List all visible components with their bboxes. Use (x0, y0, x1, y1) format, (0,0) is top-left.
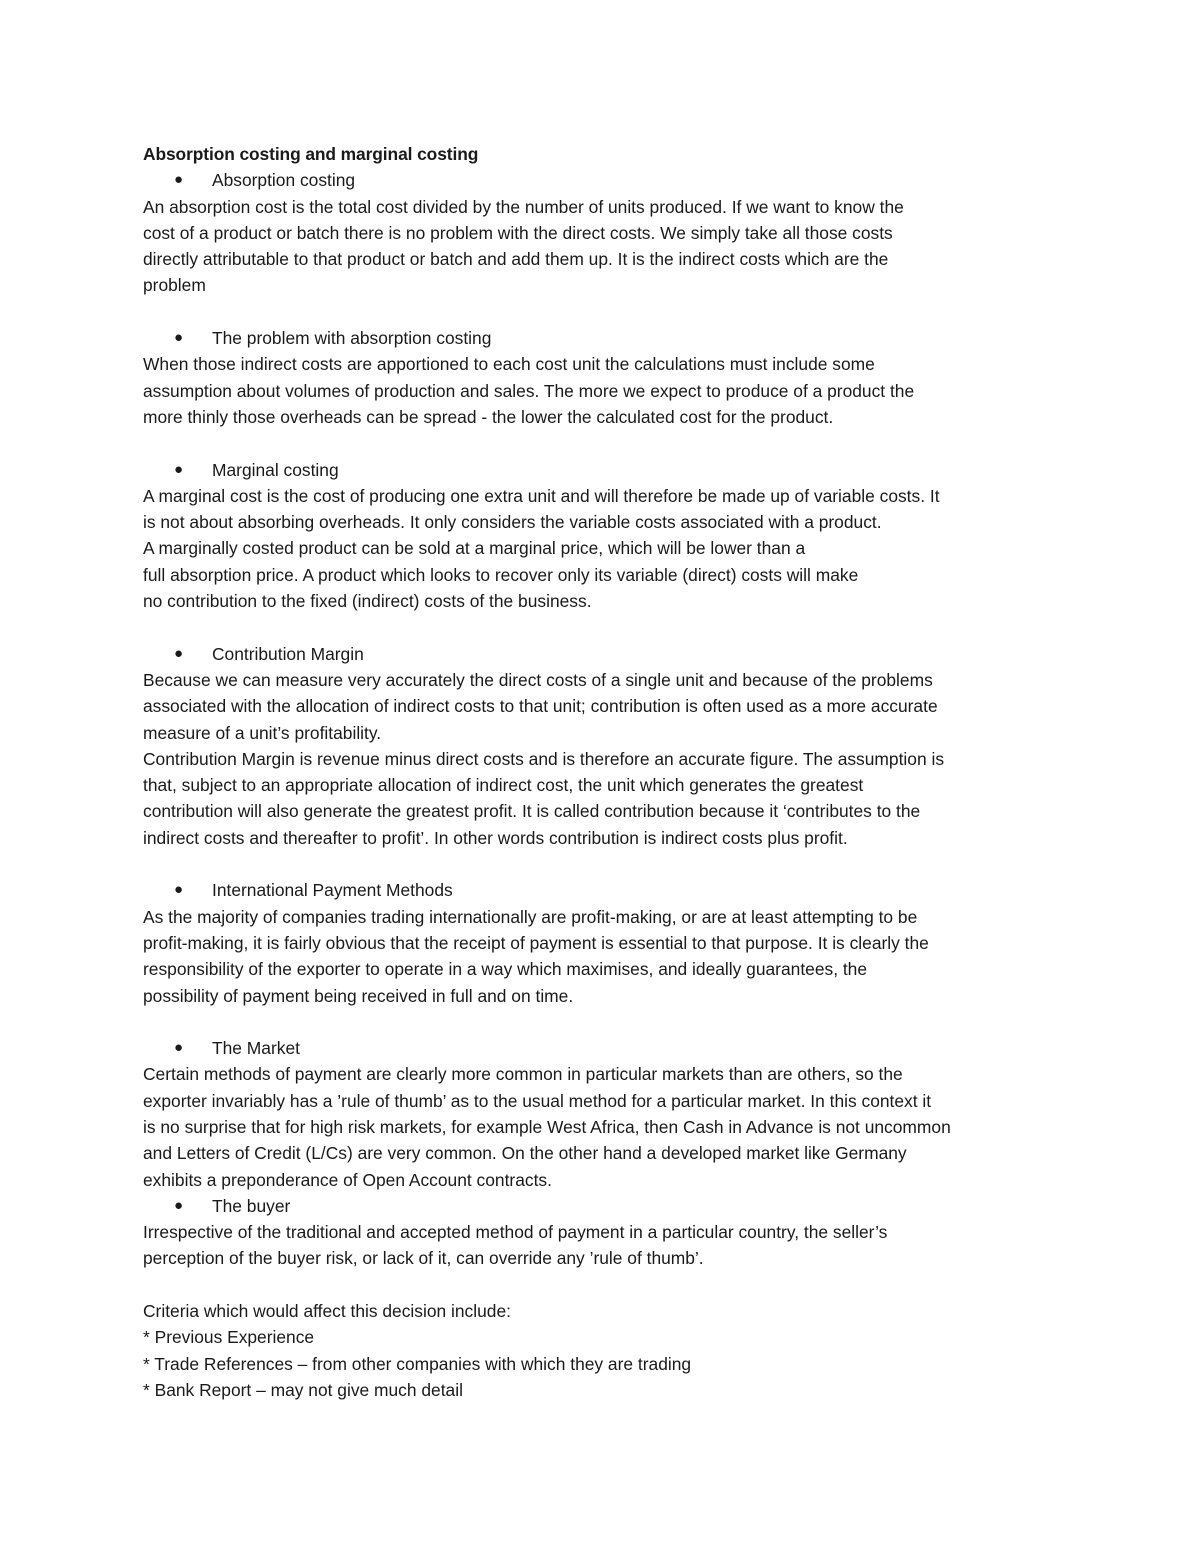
text-line: that, subject to an appropriate allocation of indirect cost, the unit which generates the greatest (143, 775, 864, 796)
text-line: Certain methods of payment are clearly more common in particular markets than are others, so the (143, 1064, 903, 1085)
bullet-icon: ● (174, 460, 184, 478)
text-line: As the majority of companies trading internationally are profit-making, or are at least attempting to be (143, 906, 918, 927)
bullet-icon: ● (174, 1039, 184, 1057)
bullet-icon: ● (174, 329, 184, 347)
text-line: A marginal cost is the cost of producing one extra unit and will therefore be made up of variable costs. It (143, 485, 940, 506)
text-line: possibility of payment being received in full and on time. (143, 985, 574, 1006)
text-line: full absorption price. A product which looks to recover only its variable (direct) costs will make (143, 564, 859, 585)
section-body-contribution-margin (143, 667, 1073, 851)
text-line: assumption about volumes of production and sales. The more we expect to produce of a product the (143, 380, 915, 401)
text-line: exporter invariably has a ’rule of thumb’ as to the usual method for a particular market. In this context it (143, 1090, 932, 1111)
section-body-problem-absorption (143, 351, 1073, 430)
text-line: exhibits a preponderance of Open Account contracts. (143, 1169, 552, 1190)
text-line: is no surprise that for high risk markets, for example West Africa, then Cash in Advance is not uncommon (143, 1116, 951, 1137)
section-heading-international-payment: ● International Payment Methods (143, 877, 1073, 903)
list-item: * Previous Experience (143, 1327, 315, 1348)
text-line: A marginally costed product can be sold at a marginal price, which will be lower than a (143, 538, 806, 559)
text-line: and Letters of Credit (L/Cs) are very common. On the other hand a developed market like Germany (143, 1143, 907, 1164)
text-line: contribution will also generate the greatest profit. It is called contribution because it ‘contributes to the (143, 801, 921, 822)
text-line: cost of a product or batch there is no problem with the direct costs. We simply take all those costs (143, 222, 893, 243)
bullet-icon: ● (174, 1196, 184, 1214)
text-line: profit-making, it is fairly obvious that the receipt of payment is essential to that purpose. It is clearly the (143, 932, 929, 953)
section-heading-absorption-costing: ● Absorption costing (143, 167, 1073, 193)
text-line: problem (143, 275, 206, 296)
text-line: more thinly those overheads can be spread - the lower the calculated cost for the product. (143, 406, 834, 427)
text-line: Contribution Margin is revenue minus direct costs and is therefore an accurate figure. The assumption is (143, 748, 945, 769)
section-body-absorption-costing (143, 194, 1073, 299)
section-body-the-market (143, 1061, 1073, 1192)
document-page (143, 141, 1073, 1403)
text-line: responsibility of the exporter to operate in a way which maximises, and ideally guarantees, the (143, 959, 868, 980)
section-body-international-payment (143, 904, 1073, 1009)
section-heading-the-market: ● The Market (143, 1035, 1073, 1061)
bullet-icon: ● (174, 644, 184, 662)
list-item: * Bank Report – may not give much detail (143, 1379, 463, 1400)
section-heading-problem-absorption: ● The problem with absorption costing (143, 325, 1073, 351)
criteria-intro: Criteria which would affect this decision include: (143, 1301, 511, 1322)
text-line: directly attributable to that product or batch and add them up. It is the indirect costs which are the (143, 249, 889, 270)
document-title: Absorption costing and marginal costing (143, 144, 479, 164)
section-heading-the-buyer: ● The buyer (143, 1193, 1073, 1219)
bullet-icon: ● (174, 881, 184, 899)
bullet-icon: ● (174, 171, 184, 189)
text-line: indirect costs and thereafter to profit’. In other words contribution is indirect costs plus profit. (143, 827, 848, 848)
criteria-list (143, 1298, 1073, 1403)
text-line: Because we can measure very accurately the direct costs of a single unit and because of the problems (143, 669, 933, 690)
section-body-marginal-costing (143, 483, 1073, 614)
text-line: When those indirect costs are apportioned to each cost unit the calculations must include some (143, 354, 875, 375)
text-line: An absorption cost is the total cost divided by the number of units produced. If we want to know the (143, 196, 904, 217)
section-heading-marginal-costing: ● Marginal costing (143, 457, 1073, 483)
text-line: associated with the allocation of indirect costs to that unit; contribution is often used as a more accurate (143, 696, 938, 717)
text-line: perception of the buyer risk, or lack of it, can override any ’rule of thumb’. (143, 1248, 704, 1269)
text-line: measure of a unit’s profitability. (143, 722, 382, 743)
text-line: is not about absorbing overheads. It only considers the variable costs associated with a product. (143, 512, 882, 533)
text-line: no contribution to the fixed (indirect) costs of the business. (143, 591, 592, 612)
text-line: Irrespective of the traditional and accepted method of payment in a particular country, the seller’s (143, 1222, 888, 1243)
section-body-the-buyer (143, 1219, 1073, 1272)
list-item: * Trade References – from other companies with which they are trading (143, 1353, 692, 1374)
section-heading-contribution-margin: ● Contribution Margin (143, 641, 1073, 667)
